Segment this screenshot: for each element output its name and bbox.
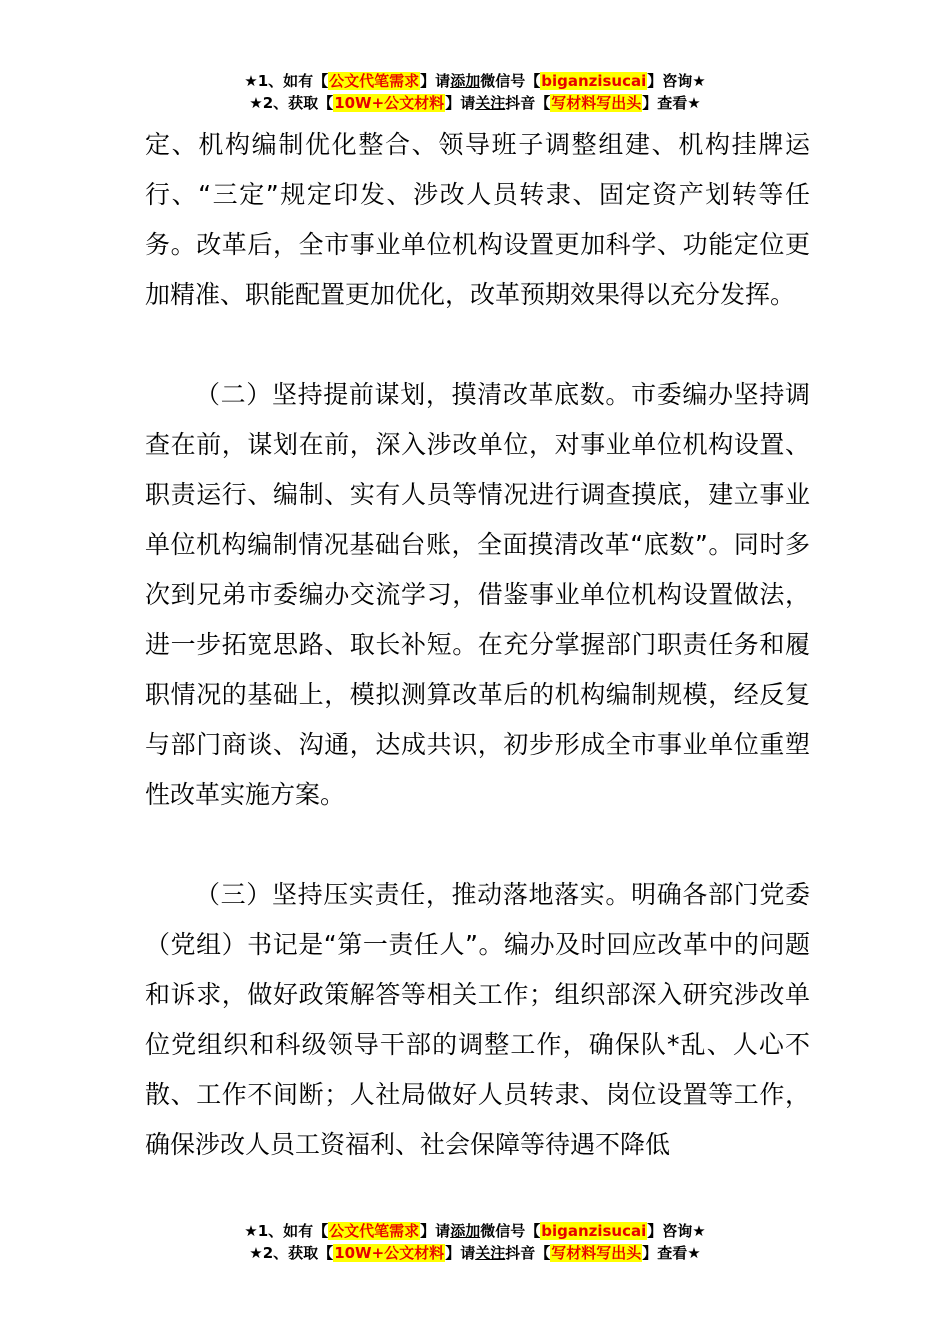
banner-emphasis: 添加 [450,72,481,90]
banner-text: 】查看★ [642,1244,701,1262]
banner-highlight: 公文代笔需求 [329,72,420,90]
banner-text: 】请 [420,1222,451,1240]
banner-emphasis: 添加 [450,1222,481,1240]
banner-emphasis: 关注 [475,94,506,112]
banner-text: 微信号【 [480,72,541,90]
paragraph-3: （三）坚持压实责任，推动落地落实。明确各部门党委（党组）书记是“第一责任人”。编办及时回应改革中的问题和诉求，做好政策解答等相关工作；组织部深入研究涉改单位党组织和科级领导干部的调整工作，确保队*乱、人心不散、工作不间断；人社局做好人员转隶、岗位设置等工作，确保涉改人员工资福利、社会保障等待遇不降低 [145,880,810,1159]
banner-highlight: biganzisucai [541,72,647,90]
banner-text: ★2、获取【 [249,1244,334,1262]
footer-banner [0,1220,950,1264]
banner-highlight: 10W+公文材料 [334,94,445,112]
paragraph-2: （二）坚持提前谋划，摸清改革底数。市委编办坚持调查在前，谋划在前，深入涉改单位，对事业单位机构设置、职责运行、编制、实有人员等情况进行调查摸底，建立事业单位机构编制情况基础台账，全面摸清改革“底数”。同时多次到兄弟市委编办交流学习，借鉴事业单位机构设置做法，进一步拓宽思路、取长补短。在充分掌握部门职责任务和履职情况的基础上，模拟测算改革后的机构编制规模，经反复与部门商谈、沟通，达成共识，初步形成全市事业单位重塑性改革实施方案。 [145,380,810,809]
paragraph-1: 定、机构编制优化整合、领导班子调整组建、机构挂牌运行、“三定”规定印发、涉改人员转隶、固定资产划转等任务。改革后，全市事业单位机构设置更加科学、功能定位更加精准、职能配置更加优化，改革预期效果得以充分发挥。 [145,130,810,309]
banner-text: 】查看★ [642,94,701,112]
banner-text: 】请 [445,1244,476,1262]
banner-highlight: 公文代笔需求 [329,1222,420,1240]
banner-text: 微信号【 [480,1222,541,1240]
banner-line-1 [0,1220,950,1242]
banner-highlight: 写材料写出头 [551,1244,642,1262]
banner-highlight: 写材料写出头 [551,94,642,112]
banner-text: ★1、如有【 [244,1222,329,1240]
banner-text: ★1、如有【 [244,72,329,90]
banner-highlight: 10W+公文材料 [334,1244,445,1262]
banner-line-2 [0,92,950,114]
banner-text: 】咨询★ [647,1222,706,1240]
header-banner [0,70,950,114]
banner-emphasis: 关注 [475,1244,506,1262]
banner-line-1 [0,70,950,92]
banner-text: 】请 [445,94,476,112]
banner-text: ★2、获取【 [249,94,334,112]
document-body [145,120,810,1170]
paragraph-gap [145,820,810,870]
banner-line-2 [0,1242,950,1264]
banner-text: 】请 [420,72,451,90]
banner-text: 抖音【 [505,1244,551,1262]
banner-text: 】咨询★ [647,72,706,90]
paragraph-gap [145,320,810,370]
banner-highlight: biganzisucai [541,1222,647,1240]
banner-text: 抖音【 [505,94,551,112]
